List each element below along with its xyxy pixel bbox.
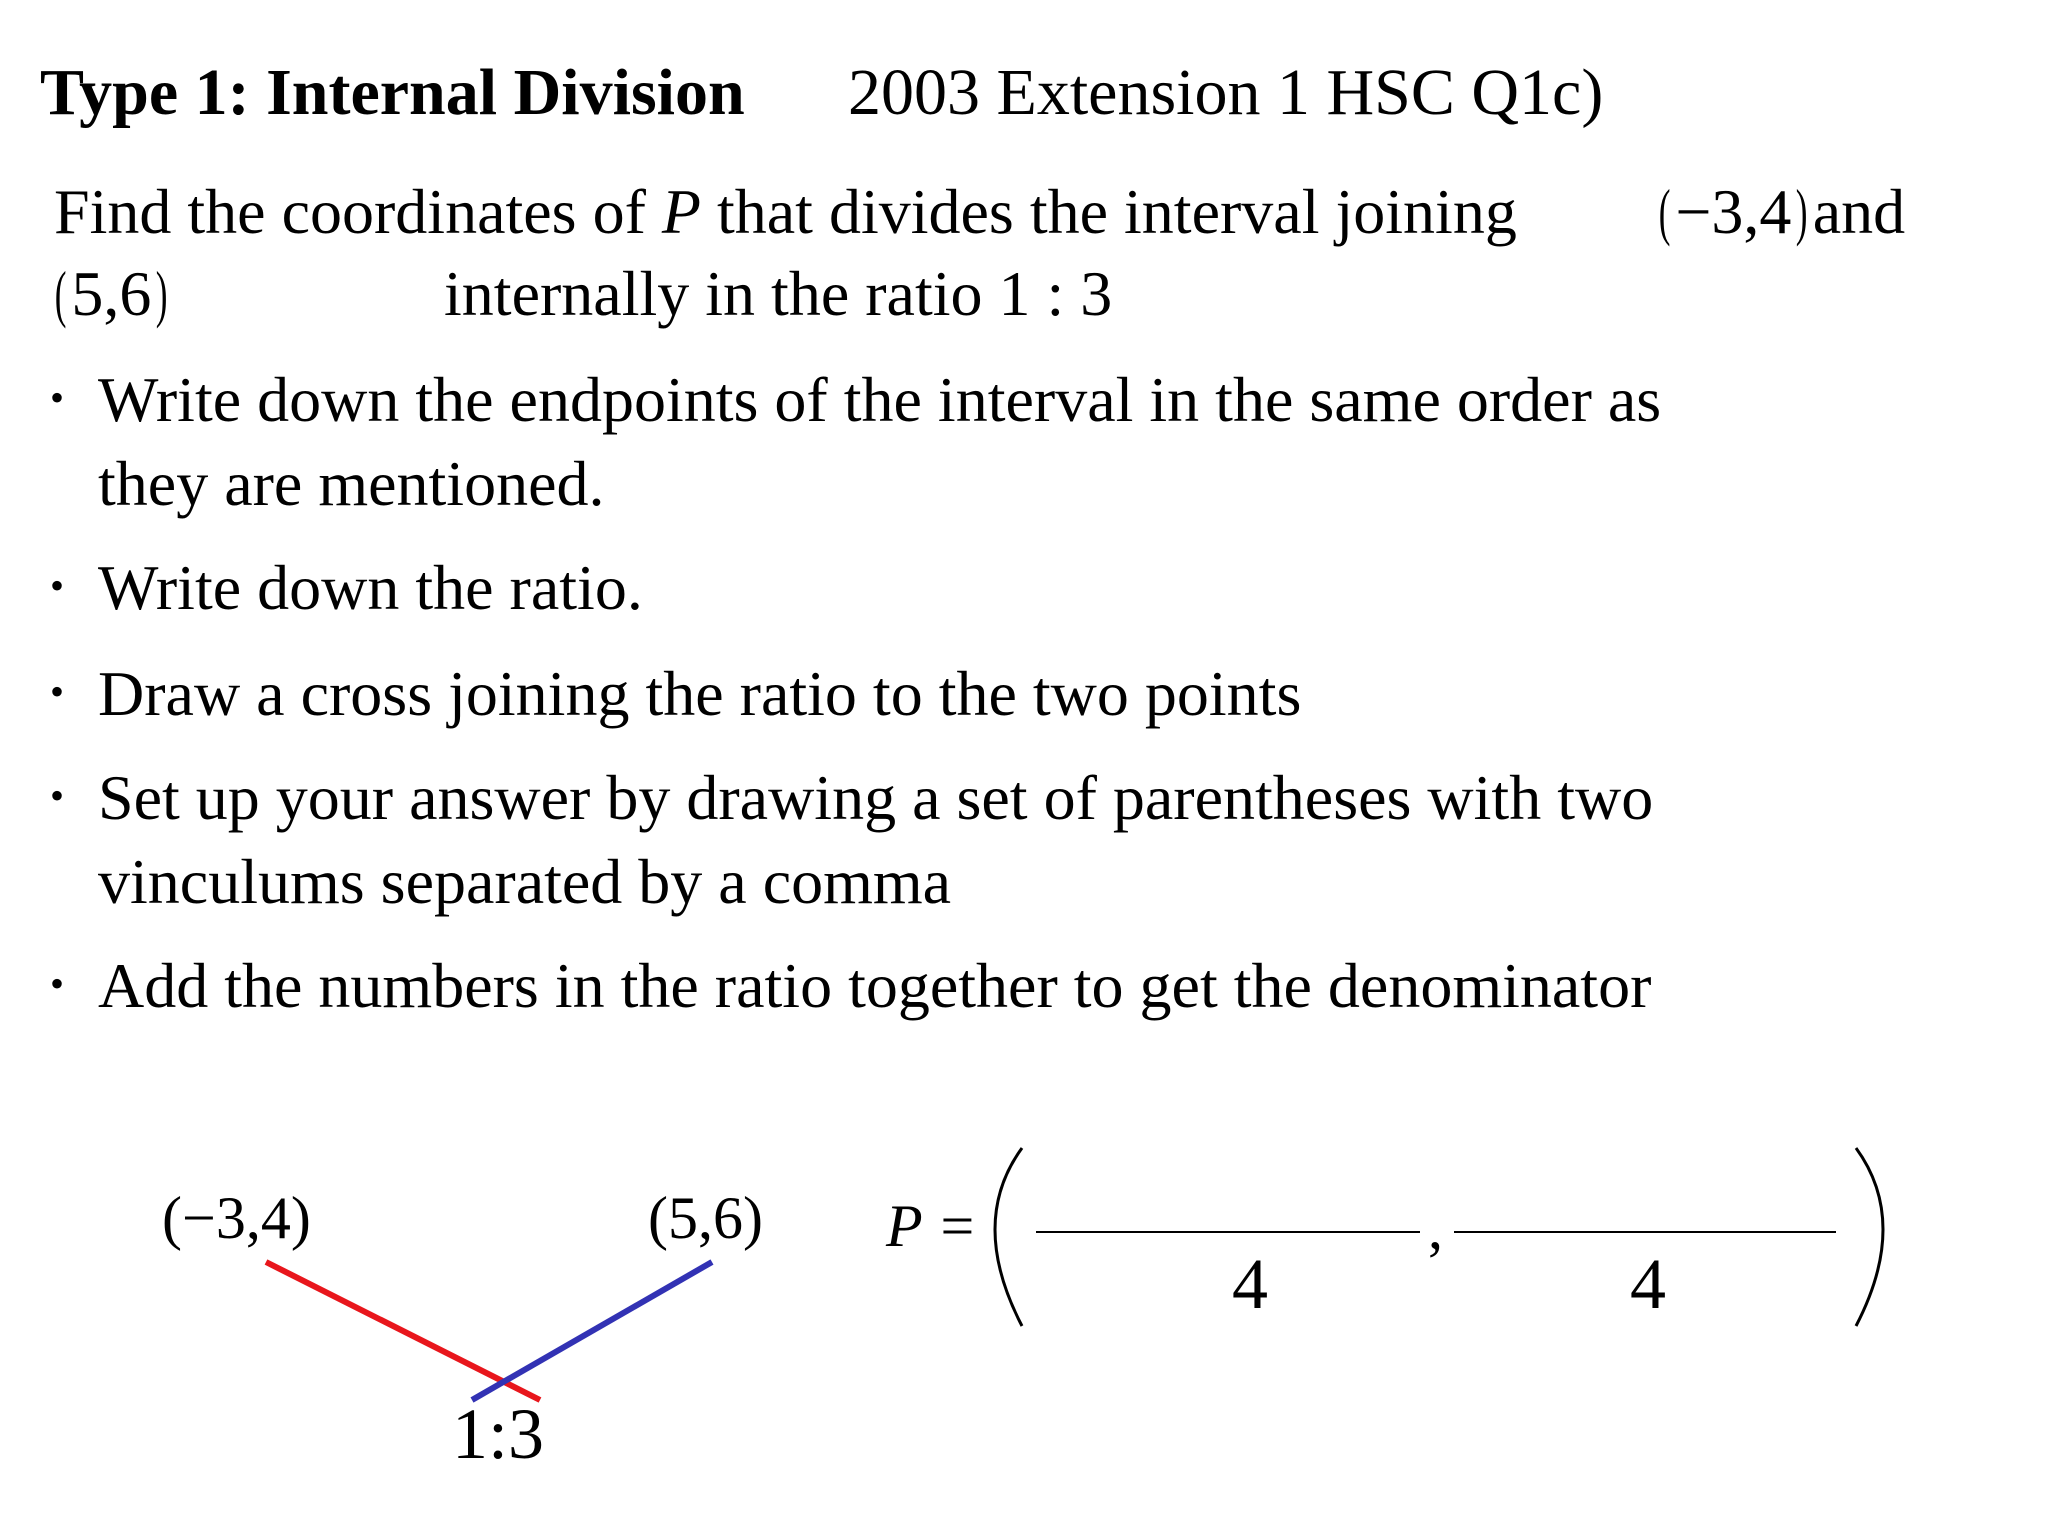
bullet-2: • bbox=[50, 563, 65, 608]
diagram-point-a-label: (−3,4) bbox=[162, 1185, 311, 1251]
point-b-value: 5,6 bbox=[71, 258, 152, 329]
point-b-inline: (5,6) bbox=[54, 258, 168, 329]
answer-comma: , bbox=[1428, 1195, 1443, 1261]
point-a-value: −3,4 bbox=[1675, 176, 1792, 247]
and-word: and bbox=[1812, 176, 1906, 247]
slide-title: Type 1: Internal Division bbox=[40, 56, 745, 129]
slide-source: 2003 Extension 1 HSC Q1c) bbox=[848, 56, 1604, 129]
point-a-inline: (−3,4)and bbox=[1658, 176, 1906, 247]
answer-lhs-text: P = bbox=[886, 1193, 978, 1259]
answer-denominator-x: 4 bbox=[1232, 1244, 1268, 1324]
problem-text-start: Find the coordinates of bbox=[54, 176, 646, 247]
step-4-line-1: Set up your answer by drawing a set of parentheses with two bbox=[98, 762, 1654, 833]
bullet-4: • bbox=[50, 773, 65, 818]
step-3-line-1: Draw a cross joining the ratio to the two points bbox=[98, 658, 1302, 729]
step-1-line-2: they are mentioned. bbox=[98, 448, 605, 519]
step-4-line-2: vinculums separated by a comma bbox=[98, 846, 952, 917]
variable-p: P bbox=[661, 176, 701, 247]
cross-line-a bbox=[266, 1262, 540, 1400]
diagram-ratio-label: 1:3 bbox=[452, 1394, 545, 1474]
step-1-line-1: Write down the endpoints of the interval in the same order as bbox=[98, 364, 1662, 435]
answer-right-paren bbox=[1856, 1148, 1883, 1326]
step-2-line-1: Write down the ratio. bbox=[98, 552, 643, 623]
cross-line-b bbox=[472, 1262, 712, 1400]
problem-line-2: internally in the ratio 1 : 3 bbox=[444, 258, 1113, 329]
bullet-1: • bbox=[50, 375, 65, 420]
diagram-point-b-label: (5,6) bbox=[648, 1185, 763, 1251]
answer-lhs bbox=[886, 1193, 978, 1259]
bullet-5: • bbox=[50, 961, 65, 1006]
answer-denominator-y: 4 bbox=[1630, 1244, 1666, 1324]
bullet-3: • bbox=[50, 669, 65, 714]
problem-text-mid: that divides the interval joining bbox=[716, 176, 1517, 247]
step-5-line-1: Add the numbers in the ratio together to get the denominator bbox=[98, 950, 1652, 1021]
answer-left-paren bbox=[995, 1148, 1022, 1326]
